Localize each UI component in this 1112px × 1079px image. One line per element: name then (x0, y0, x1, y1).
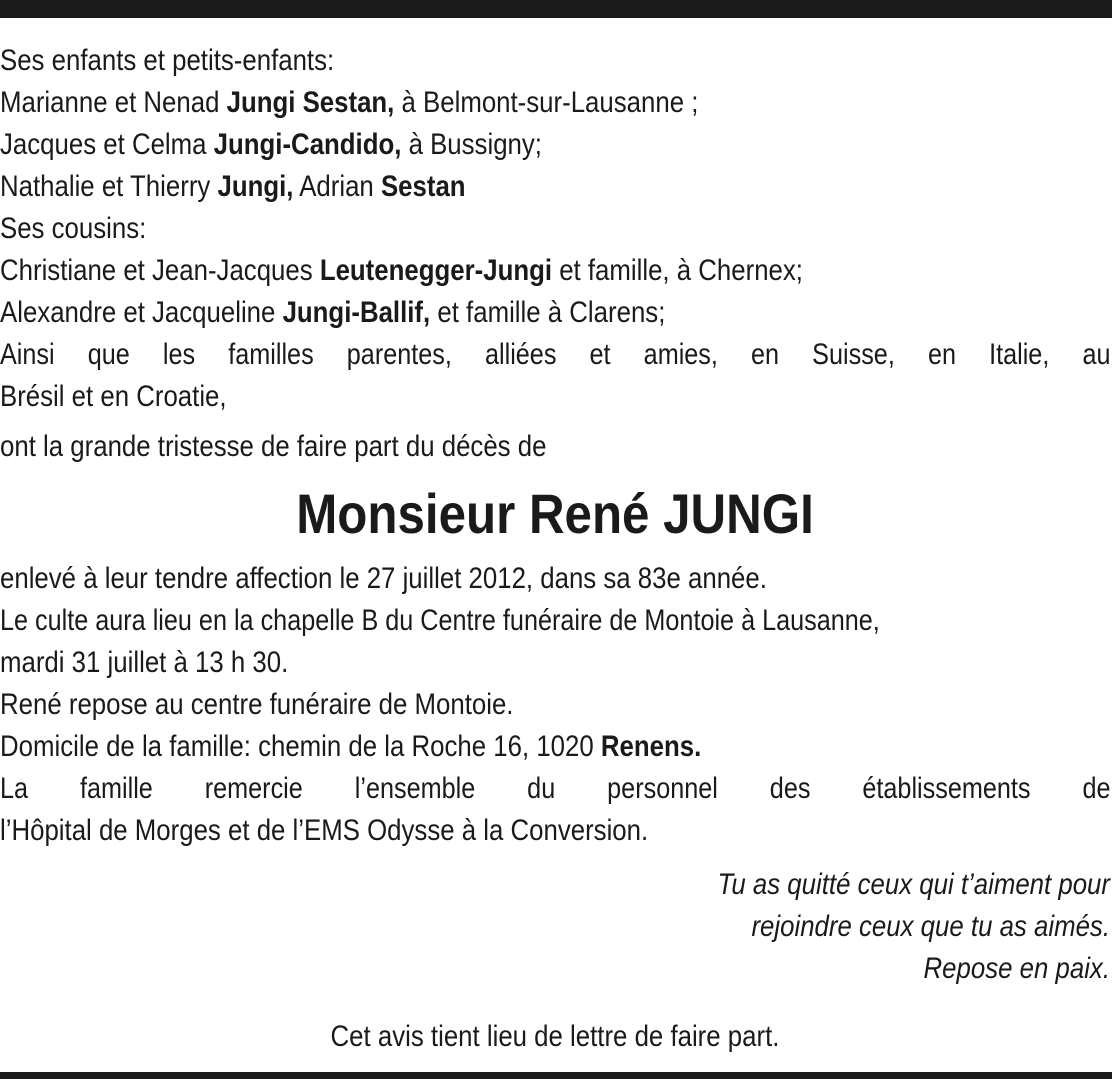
family-line: Marianne et Nenad Jungi Sestan, à Belmont-sur-Lausanne ; (0, 86, 699, 119)
obituary-notice (0, 40, 1110, 1058)
relatives-line-2: Brésil et en Croatie, (0, 380, 227, 413)
poem-line: Repose en paix. (923, 952, 1110, 985)
poem-line: rejoindre ceux que tu as aimés. (751, 910, 1110, 943)
top-border-rule (0, 0, 1112, 18)
deceased-name: Monsieur René JUNGI (296, 482, 814, 545)
family-line: Nathalie et Thierry Jungi, Adrian Sestan (0, 170, 466, 203)
children-heading: Ses enfants et petits-enfants: (0, 44, 335, 77)
relatives-line: Ainsi que les familles parentes, alliées et amies, en Suisse, en Italie, au (0, 338, 1111, 371)
thanks-line: La famille remercie l’ensemble du personnel des établissements de (0, 772, 1111, 805)
thanks-line-2: l’Hôpital de Morges et de l’EMS Odysse à la Conversion. (0, 814, 649, 847)
family-line: Jacques et Celma Jungi-Candido, à Bussigny; (0, 128, 542, 161)
bottom-border-rule (0, 1072, 1112, 1079)
announcement-text: ont la grande tristesse de faire part du décès de (0, 430, 547, 463)
poem-line: Tu as quitté ceux qui t’aiment pour (717, 868, 1110, 901)
address-line: Domicile de la famille: chemin de la Roche 16, 1020 Renens. (0, 730, 702, 763)
detail-line: mardi 31 juillet à 13 h 30. (0, 646, 289, 679)
family-line: Alexandre et Jacqueline Jungi-Ballif, et famille à Clarens; (0, 296, 666, 329)
detail-line: Le culte aura lieu en la chapelle B du Centre funéraire de Montoie à Lausanne, (0, 604, 880, 637)
closing-note: Cet avis tient lieu de lettre de faire part. (330, 1020, 780, 1053)
family-line: Christiane et Jean-Jacques Leutenegger-Jungi et famille, à Chernex; (0, 254, 803, 287)
detail-line: enlevé à leur tendre affection le 27 juillet 2012, dans sa 83e année. (0, 562, 767, 595)
cousins-heading: Ses cousins: (0, 212, 147, 245)
detail-line: René repose au centre funéraire de Montoie. (0, 688, 514, 721)
